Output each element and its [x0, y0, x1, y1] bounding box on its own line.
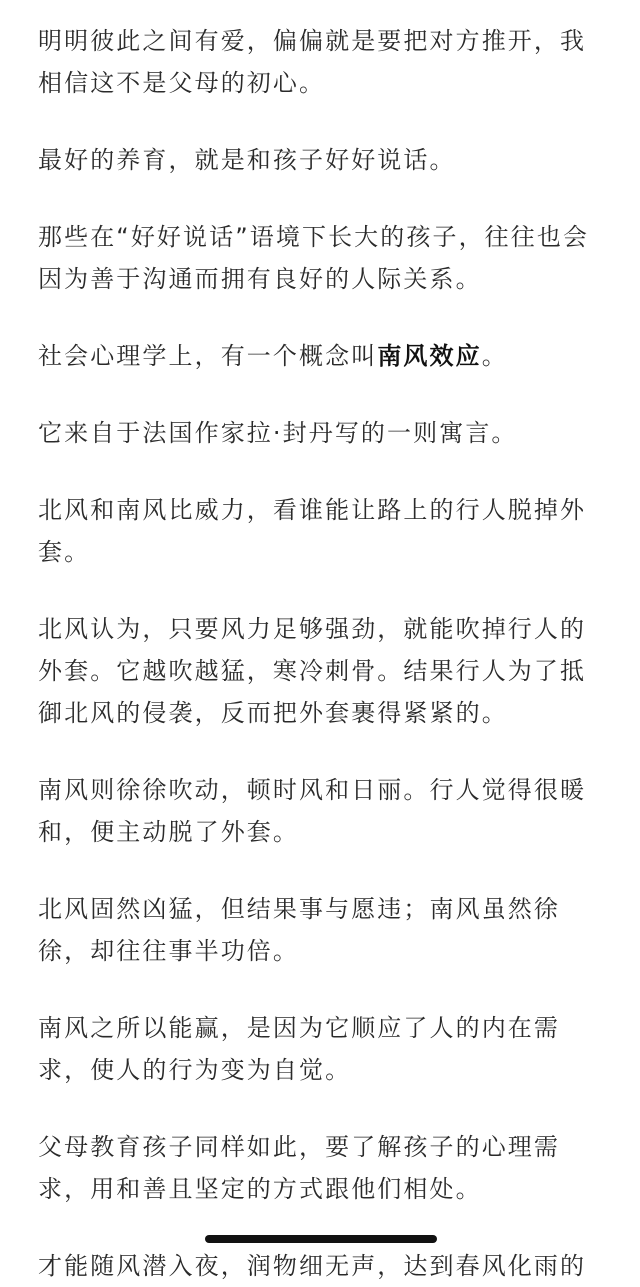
paragraph-6: 北风和南风比威力，看谁能让路上的行人脱掉外套。	[38, 496, 587, 566]
emphasis-term: 南风效应	[377, 342, 482, 370]
home-indicator[interactable]	[205, 1235, 437, 1243]
paragraph-4	[38, 335, 602, 377]
paragraph-9: 北风固然凶猛，但结果事与愿违；南风虽然徐徐，却往往事半功倍。	[38, 895, 560, 965]
paragraph-2: 最好的养育，就是和孩子好好说话。	[38, 146, 456, 174]
paragraph-5: 它来自于法国作家拉·封丹写的一则寓言。	[38, 419, 518, 447]
paragraph-4-text: 社会心理学上，有一个概念叫	[38, 342, 378, 370]
paragraph-1: 明明彼此之间有爱，偏偏就是要把对方推开，我相信这不是父母的初心。	[38, 27, 587, 97]
paragraph-12: 才能随风潜入夜，润物细无声，达到春风化雨的	[38, 1252, 587, 1280]
paragraph-11: 父母教育孩子同样如此，要了解孩子的心理需求，用和善且坚定的方式跟他们相处。	[38, 1133, 560, 1203]
paragraph-4-suffix: 。	[481, 342, 508, 370]
paragraph-10: 南风之所以能赢，是因为它顺应了人的内在需求，使人的行为变为自觉。	[38, 1014, 560, 1084]
paragraph-8: 南风则徐徐吹动，顿时风和日丽。行人觉得很暖和，便主动脱了外套。	[38, 776, 587, 846]
paragraph-7: 北风认为，只要风力足够强劲，就能吹掉行人的外套。它越吹越猛，寒冷刺骨。结果行人为了抵御北风的侵袭，反而把外套裹得紧紧的。	[38, 615, 587, 727]
paragraph-3: 那些在“好好说话”语境下长大的孩子，往往也会因为善于沟通而拥有良好的人际关系。	[38, 223, 590, 293]
